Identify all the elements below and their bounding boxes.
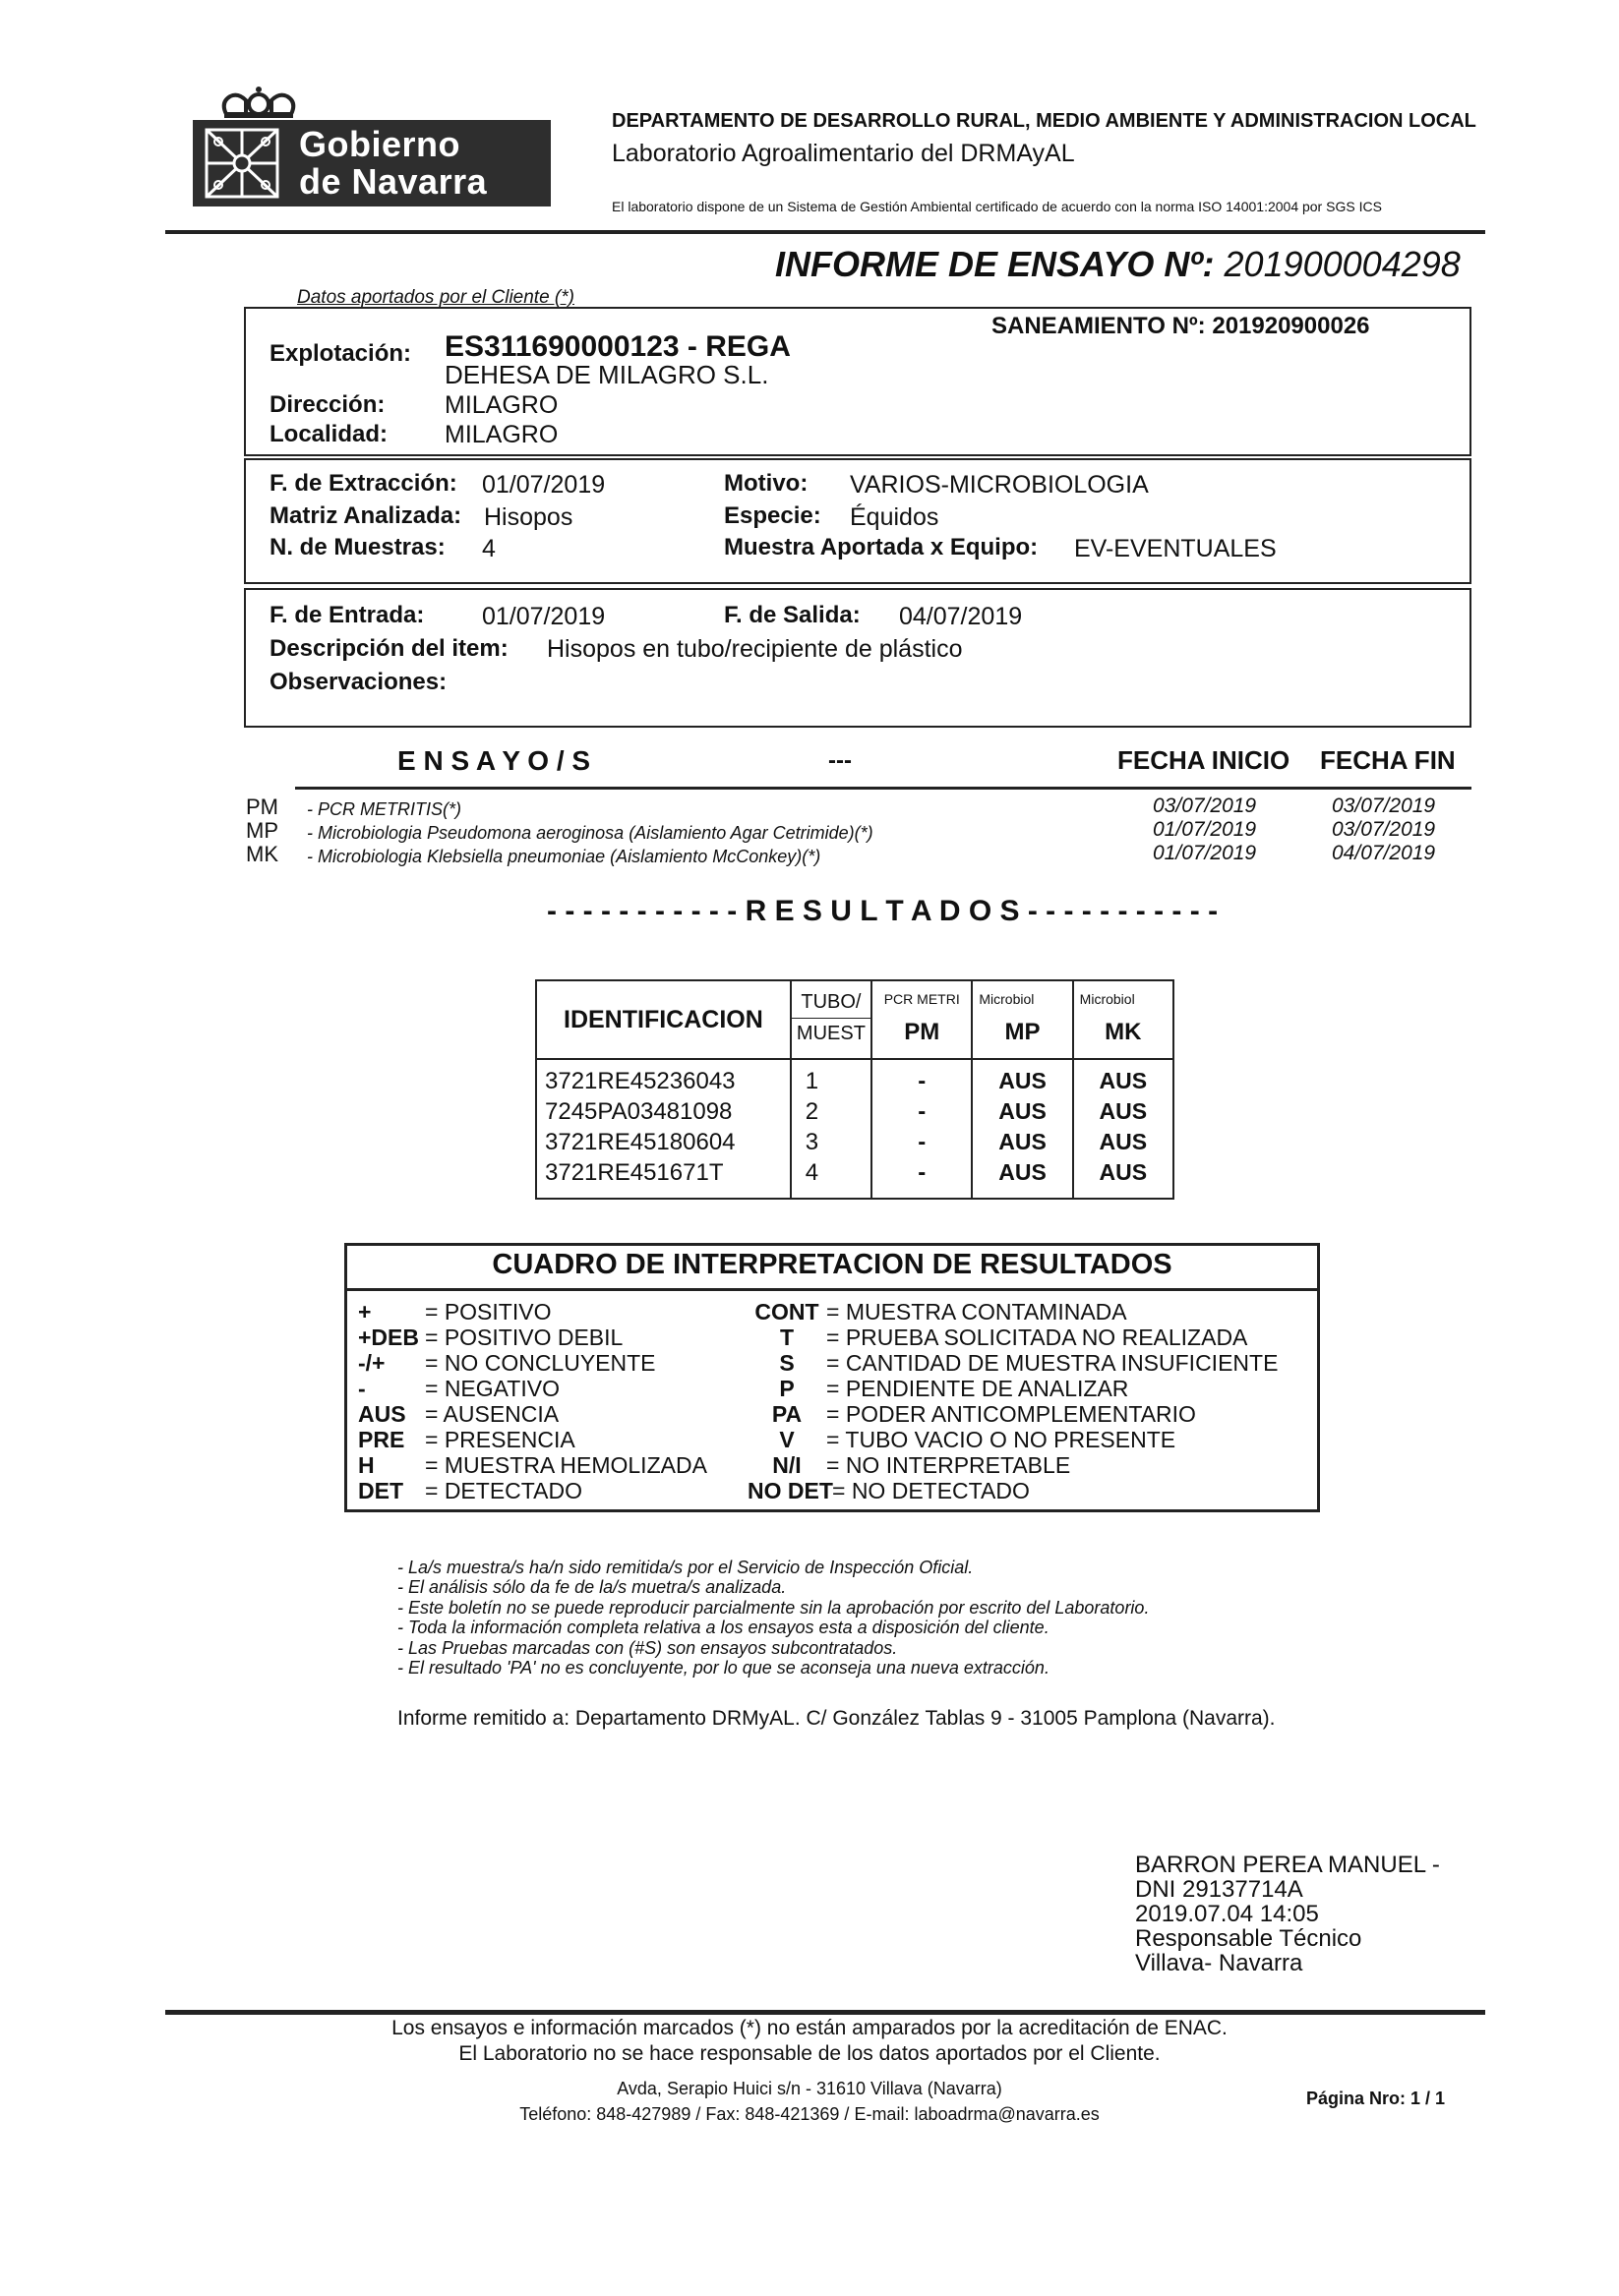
motivo-label: Motivo:	[724, 470, 809, 497]
result-mp: AUS	[998, 1098, 1047, 1124]
legend-meaning: = TUBO VACIO O NO PRESENTE	[826, 1427, 1176, 1452]
result-id: 3721RE451671T	[545, 1159, 724, 1186]
remitted-to: Informe remitido a: Departamento DRMyAL. C/ González Tablas 9 - 31005 Pamplona (Navarra).	[397, 1707, 1276, 1730]
interpretation-title: CUADRO DE INTERPRETACION DE RESULTADOS	[492, 1249, 1172, 1280]
result-tubo: 4	[805, 1159, 819, 1186]
col-mp-top: Microbiol	[979, 991, 1035, 1007]
legend-meaning: = PRUEBA SOLICITADA NO REALIZADA	[826, 1325, 1248, 1350]
test-name: - PCR METRITIS(*)	[307, 799, 461, 819]
signature-role: Responsable Técnico	[1135, 1925, 1362, 1952]
col-mk-bottom: MK	[1105, 1019, 1142, 1045]
entrada-value: 01/07/2019	[482, 603, 606, 630]
result-pm: -	[918, 1129, 927, 1155]
legend-meaning: = NEGATIVO	[425, 1376, 560, 1401]
test-end: 04/07/2019	[1332, 842, 1436, 864]
signature-location: Villava- Navarra	[1135, 1950, 1303, 1976]
interpretation-divider	[344, 1288, 1320, 1291]
legend-code: -	[358, 1376, 366, 1401]
explotacion-label: Explotación:	[270, 340, 412, 367]
observaciones-label: Observaciones:	[270, 669, 448, 695]
note: - El análisis sólo da fe de la/s muetra/s analizada.	[397, 1577, 787, 1597]
saneamiento-label: SANEAMIENTO Nº:	[991, 313, 1206, 339]
col-identificacion-label: IDENTIFICACION	[564, 1005, 763, 1033]
page-number: Página Nro: 1 / 1	[1306, 2089, 1446, 2108]
legend-meaning: = NO INTERPRETABLE	[826, 1452, 1071, 1478]
result-tubo: 1	[805, 1068, 819, 1094]
salida-value: 04/07/2019	[899, 603, 1023, 630]
legend-meaning: = CANTIDAD DE MUESTRA INSUFICIENTE	[826, 1350, 1279, 1376]
logo-line-2: de Navarra	[299, 161, 488, 202]
col-mp	[972, 980, 1072, 1059]
results-mk	[1073, 1059, 1173, 1199]
result-mk: AUS	[1099, 1129, 1148, 1154]
saneamiento	[991, 313, 1370, 340]
legend-meaning: = PENDIENTE DE ANALIZAR	[826, 1376, 1129, 1401]
col-mp-bottom: MP	[1004, 1019, 1041, 1045]
result-mk: AUS	[1099, 1068, 1148, 1093]
owner-name: DEHESA DE MILAGRO S.L.	[445, 360, 769, 389]
col-tubo-bottom: MUEST	[796, 1023, 866, 1044]
legend-code: DET	[358, 1478, 403, 1503]
tests-dashes: ---	[828, 747, 852, 774]
lab-contact: Teléfono: 848-427989 / Fax: 848-421369 / E-mail: laboadrma@navarra.es	[519, 2104, 1100, 2124]
results-mp	[972, 1059, 1072, 1199]
results-pm	[871, 1059, 972, 1199]
signature-dni: DNI 29137714A	[1135, 1876, 1303, 1903]
entrada-label: F. de Entrada:	[270, 602, 425, 628]
test-start: 01/07/2019	[1153, 842, 1257, 864]
test-code: PM	[246, 795, 278, 819]
test-name: - Microbiologia Pseudomona aeroginosa (Aislamiento Agar Cetrimide)(*)	[307, 823, 873, 843]
tests-divider	[295, 787, 1471, 790]
result-tubo: 2	[805, 1098, 819, 1125]
legend-meaning: = NO DETECTADO	[832, 1478, 1030, 1503]
legend-code: +	[358, 1299, 372, 1325]
note: - El resultado 'PA' no es concluyente, por lo que se aconseja una nueva extracción.	[397, 1658, 1049, 1678]
col-pm	[871, 980, 972, 1059]
lab-address: Avda, Serapio Huici s/n - 31610 Villava (Navarra)	[617, 2079, 1002, 2098]
result-pm: -	[918, 1098, 927, 1125]
legend-code: PRE	[358, 1427, 405, 1452]
muestras-label: N. de Muestras:	[270, 534, 446, 560]
legend-meaning: = DETECTADO	[425, 1478, 582, 1503]
footer-divider	[165, 2010, 1485, 2015]
client-data-label: Datos aportados por el Cliente (*)	[297, 287, 574, 308]
col-pm-top: PCR METRI	[883, 991, 960, 1007]
result-tubo: 3	[805, 1129, 819, 1155]
iso-note: El laboratorio dispone de un Sistema de Gestión Ambiental certificado de acuerdo con la norma ISO 14001:2004 por SGS ICS	[612, 199, 1382, 214]
legend-code: +DEB	[358, 1325, 419, 1350]
aportada-value: EV-EVENTUALES	[1074, 535, 1277, 562]
results-ids	[536, 1059, 791, 1199]
result-pm: -	[918, 1068, 927, 1094]
responsibility-note: El Laboratorio no se hace responsable de los datos aportados por el Cliente.	[458, 2042, 1161, 2065]
legend-code: S	[779, 1350, 795, 1376]
col-identificacion	[536, 980, 791, 1059]
legend-code: P	[779, 1376, 795, 1401]
laboratory-name: Laboratorio Agroalimentario del DRMAyAL	[612, 140, 1075, 167]
test-end: 03/07/2019	[1332, 795, 1436, 817]
legend-code: T	[779, 1325, 795, 1350]
legend-meaning: = MUESTRA CONTAMINADA	[826, 1299, 1127, 1325]
result-pm: -	[918, 1159, 927, 1186]
legend-code: CONT	[754, 1299, 819, 1325]
direccion-value: MILAGRO	[445, 391, 559, 419]
results-header-row	[536, 980, 1173, 1059]
col-mk-top: Microbiol	[1079, 991, 1135, 1007]
note: - Toda la información completa relativa a los ensayos esta a disposición del cliente.	[397, 1618, 1049, 1637]
especie-label: Especie:	[724, 502, 821, 529]
result-mp: AUS	[998, 1129, 1047, 1154]
col-mk	[1073, 980, 1173, 1059]
gobierno-navarra-logo	[193, 120, 551, 206]
test-code: MK	[246, 842, 278, 866]
legend-meaning: = POSITIVO DEBIL	[425, 1325, 624, 1350]
extraccion-label: F. de Extracción:	[270, 470, 457, 497]
legend-meaning: = AUSENCIA	[425, 1401, 560, 1427]
test-name: - Microbiologia Klebsiella pneumoniae (Aislamiento McConkey)(*)	[307, 847, 821, 866]
result-id: 3721RE45180604	[545, 1129, 736, 1155]
result-mp: AUS	[998, 1068, 1047, 1093]
signature-block	[1135, 1853, 1440, 1975]
explotacion-value: ES311690000123 - REGA	[445, 330, 791, 363]
col-pm-bottom: PM	[904, 1019, 940, 1045]
tests-heading: E N S A Y O / S	[397, 745, 591, 776]
muestras-value: 4	[482, 535, 496, 562]
descripcion-value: Hisopos en tubo/recipiente de plástico	[547, 635, 963, 663]
result-mk: AUS	[1099, 1098, 1148, 1124]
result-id: 3721RE45236043	[545, 1068, 736, 1094]
legend-code: -/+	[358, 1350, 386, 1376]
navarra-chains-shield-icon	[205, 128, 279, 199]
matriz-label: Matriz Analizada:	[270, 502, 462, 529]
legend-meaning: = NO CONCLUYENTE	[425, 1350, 656, 1376]
legend-meaning: = PODER ANTICOMPLEMENTARIO	[826, 1401, 1196, 1427]
result-id: 7245PA03481098	[545, 1098, 733, 1125]
results-heading: - - - - - - - - - - - R E S U L T A D O S - - - - - - - - - - -	[547, 895, 1219, 927]
header-divider	[165, 230, 1485, 234]
col-tubo-top: TUBO/	[792, 981, 870, 1019]
test-end: 03/07/2019	[1332, 818, 1436, 841]
note: - Las Pruebas marcadas con (#S) son ensayos subcontratados.	[397, 1638, 898, 1658]
note: - La/s muestra/s ha/n sido remitida/s por el Servicio de Inspección Oficial.	[397, 1558, 974, 1577]
results-table	[535, 979, 1174, 1200]
signature-date: 2019.07.04 14:05	[1135, 1901, 1319, 1927]
legend-code: NO DET	[748, 1478, 833, 1503]
test-start: 01/07/2019	[1153, 818, 1257, 841]
legend-code: N/I	[772, 1452, 802, 1478]
legend-code: PA	[771, 1401, 803, 1427]
department-name: DEPARTAMENTO DE DESARROLLO RURAL, MEDIO AMBIENTE Y ADMINISTRACION LOCAL	[612, 110, 1476, 132]
crown-icon	[216, 85, 301, 120]
test-code: MP	[246, 818, 278, 843]
legend-meaning: = MUESTRA HEMOLIZADA	[425, 1452, 707, 1478]
extraccion-value: 01/07/2019	[482, 471, 606, 499]
especie-value: Équidos	[850, 503, 939, 531]
salida-label: F. de Salida:	[724, 602, 861, 628]
fecha-inicio-label: FECHA INICIO	[1117, 745, 1290, 775]
direccion-label: Dirección:	[270, 391, 386, 418]
aportada-label: Muestra Aportada x Equipo:	[724, 534, 1039, 560]
logo-line-1: Gobierno	[299, 124, 460, 164]
fecha-fin-label: FECHA FIN	[1320, 745, 1456, 775]
localidad-label: Localidad:	[270, 421, 389, 447]
matriz-value: Hisopos	[484, 503, 573, 531]
report-title-label: INFORME DE ENSAYO Nº:	[775, 244, 1215, 284]
result-mk: AUS	[1099, 1159, 1148, 1185]
legend-meaning: = PRESENCIA	[425, 1427, 575, 1452]
legend-meaning: = POSITIVO	[425, 1299, 552, 1325]
motivo-value: VARIOS-MICROBIOLOGIA	[850, 471, 1149, 499]
results-body-row	[536, 1059, 1173, 1199]
descripcion-label: Descripción del item:	[270, 635, 509, 662]
report-number: 201900004298	[1224, 244, 1461, 284]
report-title	[775, 244, 1461, 285]
test-start: 03/07/2019	[1153, 795, 1257, 817]
saneamiento-number: 201920900026	[1212, 313, 1370, 339]
legend-code: H	[358, 1452, 375, 1478]
legend-code: V	[779, 1427, 795, 1452]
signature-name: BARRON PEREA MANUEL -	[1135, 1852, 1440, 1878]
enac-note: Los ensayos e información marcados (*) no están amparados por la acreditación de ENAC.	[391, 2017, 1228, 2039]
col-tubo	[791, 980, 871, 1059]
result-mp: AUS	[998, 1159, 1047, 1185]
legend-code: AUS	[358, 1401, 406, 1427]
localidad-value: MILAGRO	[445, 421, 559, 448]
note: - Este boletín no se puede reproducir parcialmente sin la aprobación por escrito del Laboratorio.	[397, 1598, 1150, 1618]
results-tubos	[791, 1059, 871, 1199]
